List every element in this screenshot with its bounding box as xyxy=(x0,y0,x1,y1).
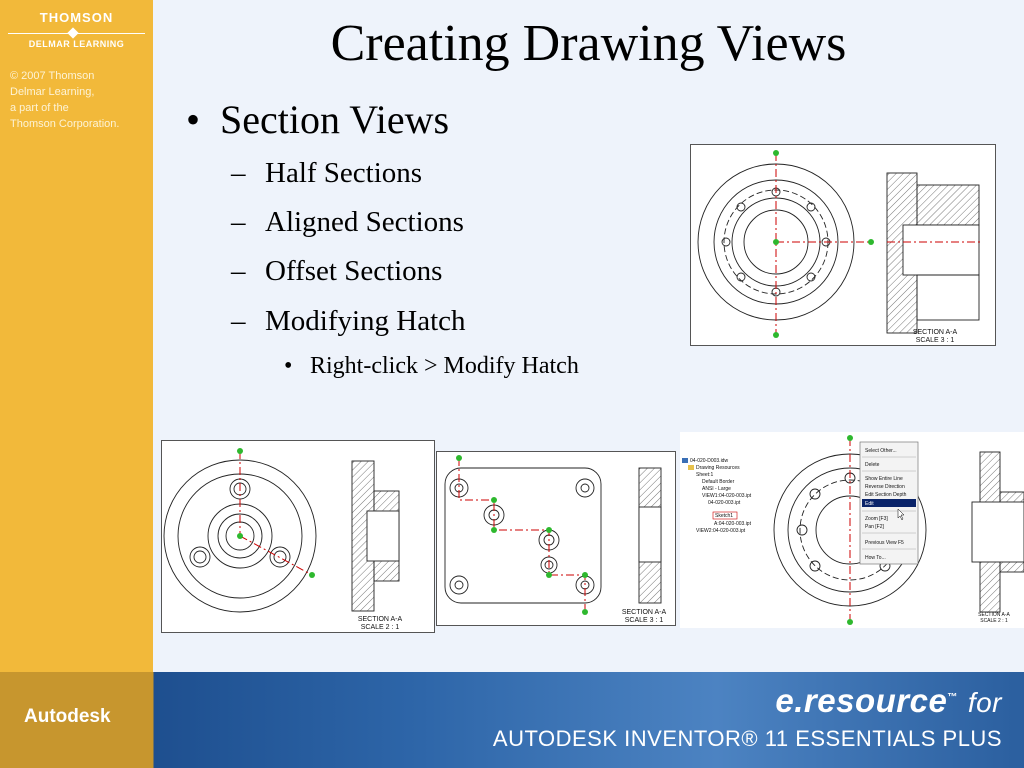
copyright-line: © 2007 Thomson xyxy=(10,70,95,82)
half-section-label: SECTION A-A xyxy=(912,329,958,336)
subbullet-text: Offset Sections xyxy=(265,255,443,287)
menu-item-show-entire-line[interactable]: Show Entire Line xyxy=(865,476,903,482)
modify-hatch-label: SECTION A-A xyxy=(978,612,1010,618)
product-name: AUTODESK INVENTOR® 11 ESSENTIALS PLUS xyxy=(492,726,1002,751)
tree-node[interactable]: 04-020-D003.idw xyxy=(690,458,729,464)
tree-node[interactable]: A:04-020-003.ipt xyxy=(714,521,751,527)
bullet-text: Section Views xyxy=(220,97,450,142)
offset-section-drawing xyxy=(436,451,676,626)
aligned-section-drawing xyxy=(161,440,435,633)
tree-node[interactable]: Default Border xyxy=(702,479,735,485)
menu-item-reverse-direction[interactable]: Reverse Direction xyxy=(865,484,905,490)
tree-node[interactable]: VIEW1:04-020-003.ipt xyxy=(702,493,752,499)
eresource-text: e.resource xyxy=(775,682,948,719)
tree-node[interactable]: 04-020-003.ipt xyxy=(708,500,741,506)
offset-section-label: SECTION A-A xyxy=(621,609,667,616)
slide-title: Creating Drawing Views xyxy=(330,15,847,72)
tree-node[interactable]: Drawing Resources xyxy=(696,465,740,471)
menu-item-pan[interactable]: Pan [F2] xyxy=(865,524,884,530)
subsub-text: Right-click > Modify Hatch xyxy=(310,353,579,379)
menu-item-select-other[interactable]: Select Other... xyxy=(865,448,897,454)
menu-item-delete[interactable]: Delete xyxy=(865,462,880,468)
subbullet-text: Modifying Hatch xyxy=(265,305,466,337)
half-section-drawing xyxy=(690,144,996,346)
autodesk-logo: Autodesk xyxy=(24,706,111,727)
publisher-logo-bottom: DELMAR LEARNING xyxy=(28,39,125,49)
copyright-notice xyxy=(10,68,150,132)
aligned-section-scale: SCALE 2 : 1 xyxy=(360,624,400,631)
footer-banner xyxy=(0,672,1024,768)
subsub-bullet-modify-hatch: • Right-click > Modify Hatch xyxy=(284,353,579,379)
copyright-line: Thomson Corporation. xyxy=(10,118,120,130)
eresource-logo xyxy=(775,682,1002,720)
modify-hatch-scale: SCALE 2 : 1 xyxy=(980,618,1008,624)
menu-item-previous-view[interactable]: Previous View F5 xyxy=(865,540,904,546)
subbullet-modifying-hatch: – Modifying Hatch xyxy=(231,305,466,337)
sidebar xyxy=(0,0,153,672)
tree-node[interactable]: VIEW2:04-020-003.ipt xyxy=(696,528,746,534)
trademark-mark: ™ xyxy=(947,692,958,703)
subbullet-half-sections: – Half Sections xyxy=(231,157,423,189)
half-section-scale: SCALE 3 : 1 xyxy=(915,337,955,344)
menu-item-how-to[interactable]: How To... xyxy=(865,555,886,561)
subbullet-offset-sections: – Offset Sections xyxy=(231,255,443,287)
offset-section-scale: SCALE 3 : 1 xyxy=(624,617,664,624)
menu-item-edit-section-depth[interactable]: Edit Section Depth xyxy=(865,492,907,498)
publisher-logo-top: THOMSON xyxy=(39,10,114,25)
menu-item-edit[interactable]: Edit xyxy=(865,501,874,507)
menu-item-zoom[interactable]: Zoom [F3] xyxy=(865,516,888,522)
modify-hatch-screenshot xyxy=(680,432,1024,628)
logo-diamond-icon xyxy=(67,27,78,38)
tree-node[interactable]: ANSI - Large xyxy=(702,486,731,492)
aligned-section-label: SECTION A-A xyxy=(357,616,403,623)
subbullet-aligned-sections: – Aligned Sections xyxy=(231,206,464,238)
subbullet-text: Half Sections xyxy=(265,157,423,189)
copyright-line: a part of the xyxy=(10,102,69,114)
tree-node[interactable]: Sheet:1 xyxy=(696,472,714,478)
bullet-dot: • xyxy=(186,97,201,142)
tree-node-selected[interactable]: Sketch1 xyxy=(715,513,734,519)
eresource-for: for xyxy=(967,687,1002,718)
copyright-line: Delmar Learning, xyxy=(10,86,95,98)
subbullet-text: Aligned Sections xyxy=(265,206,464,238)
